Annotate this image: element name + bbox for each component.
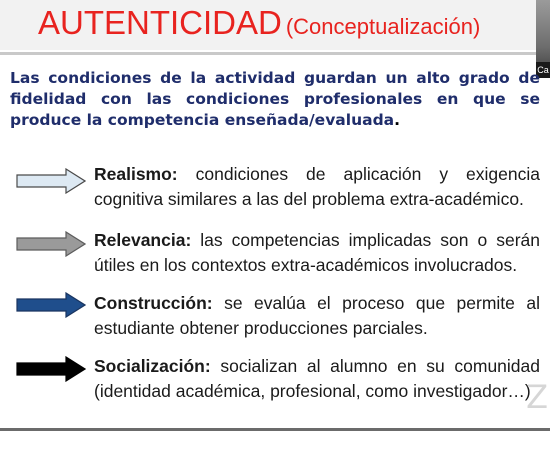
item-text xyxy=(94,354,540,404)
slide-title xyxy=(38,4,480,42)
item-term: Construcción: xyxy=(94,293,213,313)
watermark-logo: Z xyxy=(526,378,548,416)
intro-text: Las condiciones de la actividad guardan un alto grado de fidelidad con las condiciones profesionales en que se produce la competencia enseñada/evaluada xyxy=(10,69,540,129)
item-term: Realismo: xyxy=(94,164,178,184)
item-description: socializan al alumno en su comunidad (identidad académica, profesional, como investigador…) xyxy=(94,356,540,401)
item-description: se evalúa el proceso que permite al estudiante obtener producciones parciales. xyxy=(94,293,540,338)
arrow-right-light-icon xyxy=(16,168,86,194)
bottom-divider xyxy=(0,428,550,431)
arrow-right-blue-icon xyxy=(16,292,86,318)
participant-name-label: Ca xyxy=(536,62,550,78)
arrow-shape xyxy=(17,169,85,193)
title-subtitle: (Conceptualización) xyxy=(285,14,481,39)
item-text xyxy=(94,228,540,278)
arrow-shape xyxy=(17,293,85,317)
arrow-right-black-icon xyxy=(16,356,86,382)
arrow-shape xyxy=(17,357,85,381)
item-description: las competencias implicadas son o serán útiles en los contextos extra-académicos involucrados. xyxy=(94,230,540,275)
title-divider xyxy=(0,52,550,55)
title-main: AUTENTICIDAD xyxy=(38,4,282,41)
item-text xyxy=(94,162,540,212)
intro-period: . xyxy=(394,111,401,129)
item-term: Socialización: xyxy=(94,356,211,376)
intro-paragraph xyxy=(10,68,540,131)
arrow-right-gray-icon xyxy=(16,231,86,257)
arrow-shape xyxy=(17,232,85,256)
item-description: condiciones de aplicación y exigencia cognitiva similares a las del problema extra-académico. xyxy=(94,164,540,209)
item-text xyxy=(94,291,540,341)
item-term: Relevancia: xyxy=(94,230,192,250)
